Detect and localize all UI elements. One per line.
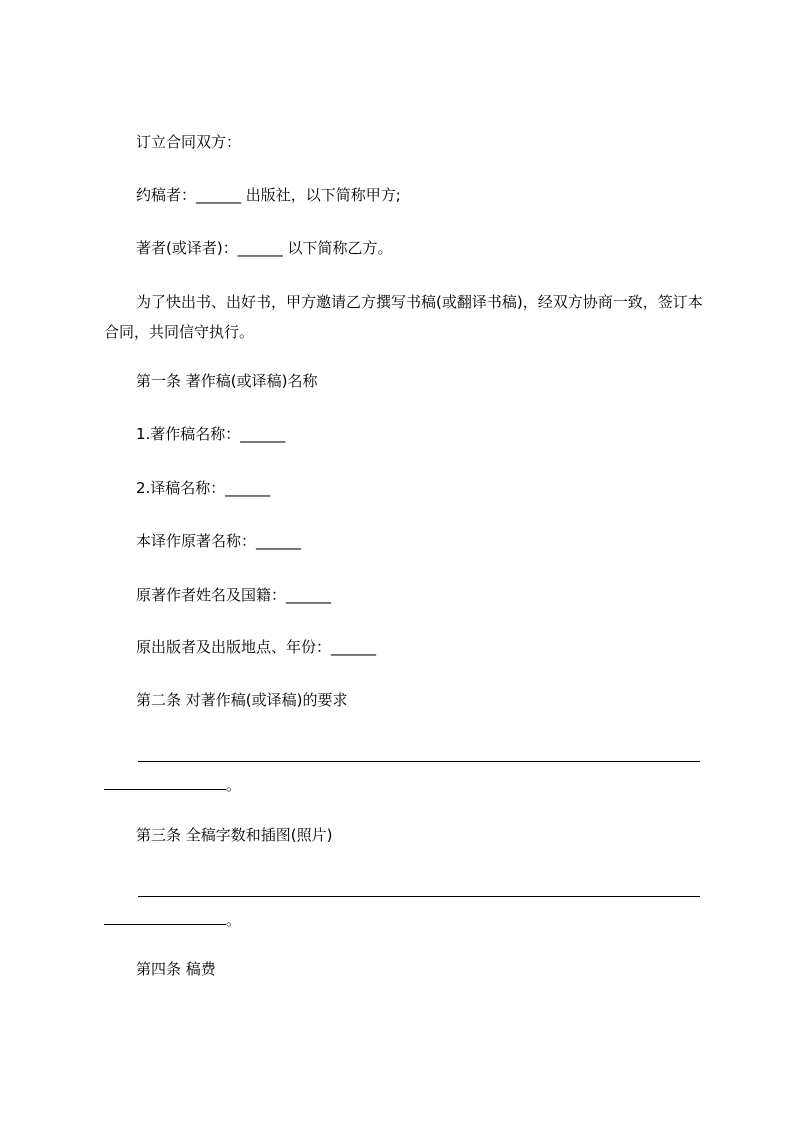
commissioner-line: 约稿者：______ 出版社，以下简称甲方; bbox=[136, 186, 401, 204]
article-3-title: 第三条 全稿字数和插图(照片) bbox=[136, 826, 333, 844]
article-1-original-author: 原著作者姓名及国籍：______ bbox=[136, 586, 332, 604]
article-3-end-mark: 。 bbox=[226, 911, 242, 929]
article-1-title: 第一条 著作稿(或译稿)名称 bbox=[136, 372, 318, 390]
article-3-fill-in-lines bbox=[104, 870, 704, 929]
article-2-title: 第二条 对著作稿(或译稿)的要求 bbox=[136, 691, 348, 709]
article-4-title: 第四条 稿费 bbox=[136, 960, 216, 978]
article-1-item-2: 2.译稿名称：______ bbox=[136, 479, 271, 497]
article-1-original-title: 本译作原著名称：______ bbox=[136, 532, 302, 550]
article-1-item-1: 1.著作稿名称：______ bbox=[136, 425, 286, 443]
article-2-blank-line-end bbox=[104, 775, 241, 795]
article-3-blank-line bbox=[138, 896, 700, 897]
article-2-fill-in-lines bbox=[104, 735, 704, 794]
article-2-blank-line bbox=[138, 761, 700, 762]
author-line: 著者(或译者)：______ 以下简称乙方。 bbox=[136, 239, 393, 257]
article-2-blank-line-short bbox=[104, 775, 226, 790]
article-3-blank-line-short bbox=[104, 910, 226, 925]
article-1-original-publisher: 原出版者及出版地点、年份：______ bbox=[136, 638, 377, 656]
preamble-paragraph: 为了快出书、出好书，甲方邀请乙方撰写书稿(或翻译书稿)，经双方协商一致，签订本合同，共同信守执行。 bbox=[104, 293, 703, 341]
article-2-end-mark: 。 bbox=[226, 776, 242, 794]
parties-heading: 订立合同双方： bbox=[136, 133, 242, 151]
article-3-blank-line-end bbox=[104, 910, 241, 930]
